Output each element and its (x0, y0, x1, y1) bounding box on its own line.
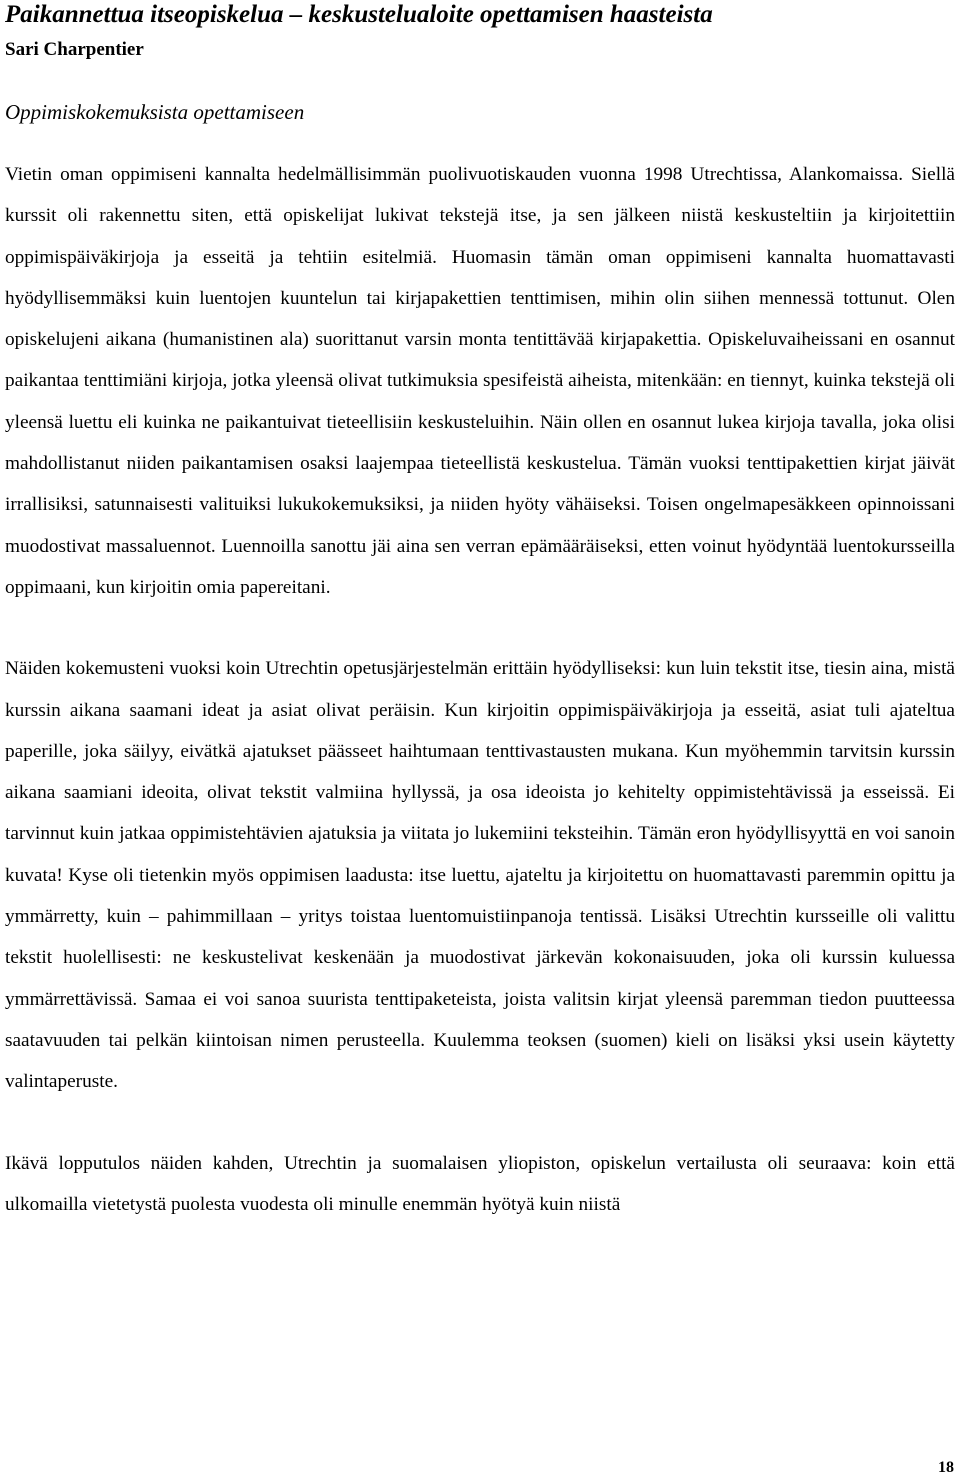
page-number: 18 (938, 1459, 954, 1476)
document-title: Paikannettua itseopiskelua – keskustelualoite opettamisen haasteista (5, 1, 713, 28)
body-paragraph-3: Ikävä lopputulos näiden kahden, Utrechtin ja suomalaisen yliopiston, opiskelun vertailusta oli seuraava: koin että ulkomailla vietetystä puolesta vuodesta oli minulle enemmän hyötyä kuin niistä (5, 1152, 955, 1215)
section-heading: Oppimiskokemuksista opettamiseen (5, 100, 305, 124)
document-page (5, 0, 955, 1225)
body-paragraph-1: Vietin oman oppimiseni kannalta hedelmällisimmän puolivuotiskauden vuonna 1998 Utrechtissa, Alankomaissa. Siellä kurssit oli rakennettu siten, että opiskelijat lukivat tekstejä itse, ja sen jälkeen niistä keskusteltiin ja kirjoitettiin oppimispäiväkirjoja ja esseitä ja tehtiin esitelmiä. Huomasin tämän oman oppimiseni kannalta huomattavasti hyödyllisemmäksi kuin luentojen kuuntelun tai kirjapakettien tenttimisen, mihin olin siihen mennessä tottunut. Olen opiskelujeni aikana (humanistinen ala) suorittanut varsin monta tentittävää kirjapakettia. Opiskeluvaiheissani en osannut paikantaa tenttimiäni kirjoja, jotka yleensä olivat tutkimuksia spesifeistä aiheista, mitenkään: en tiennyt, kuinka tekstejä oli yleensä luettu eli kuinka ne paikantuivat tieteellisiin keskusteluihin. Näin ollen en osannut lukea kirjoja tavalla, joka olisi mahdollistanut niiden paikantamisen osaksi laajempaa tieteellistä keskustelua. Tämän vuoksi tenttipakettien kirjat jäivät irrallisiksi, satunnaisesti valituiksi lukukokemuksiksi, ja niiden hyöty vähäiseksi. Toisen ongelmapesäkkeen opinnoissani muodostivat massaluennot. Luennoilla sanottu jäi aina sen verran epämääräiseksi, etten voinut hyödyntää luentokursseilla oppimaani, kun kirjoitin omia papereitani. (5, 164, 955, 598)
author-name: Sari Charpentier (5, 39, 144, 60)
body-paragraph-2: Näiden kokemusteni vuoksi koin Utrechtin opetusjärjestelmän erittäin hyödylliseksi: kun luin tekstit itse, tiesin aina, mistä kurssin aikana saamani ideat ja asiat olivat peräisin. Kun kirjoitin oppimispäiväkirjoja ja esseitä, asiat tuli ajateltua paperille, joka säilyy, eivätkä ajatukset päässeet haihtumaan tenttivastausten mukana. Kun myöhemmin tarvitsin kurssin aikana saamiani ideoita, olivat tekstit valmiina hyllyssä, ja osa ideoista jo kehitelty oppimistehtävissä ja esseissä. Ei tarvinnut kuin jatkaa oppimistehtävien ajatuksia ja viitata jo lukemiini teksteihin. Tämän eron hyödyllisyyttä en voi sanoin kuvata! Kyse oli tietenkin myös oppimisen laadusta: itse luettu, ajateltu ja kirjoitettu on huomattavasti paremmin opittu ja ymmärretty, kuin – pahimmillaan – yritys toistaa luentomuistiinpanoja tentissä. Lisäksi Utrechtin kursseille oli valittu tekstit huolellisesti: ne keskustelivat keskenään ja muodostivat järkevän kokonaisuuden, joka oli kurssin kuluessa ymmärrettävissä. Samaa ei voi sanoa suurista tenttipaketeista, joista valitsin kirjat yleensä paremman tiedon puutteessa saatavuuden tai pelkän kiintoisan nimen perusteella. Kuulemma teoksen (suomen) kieli on lisäksi yksi usein käytetty valintaperuste. (5, 658, 955, 1093)
